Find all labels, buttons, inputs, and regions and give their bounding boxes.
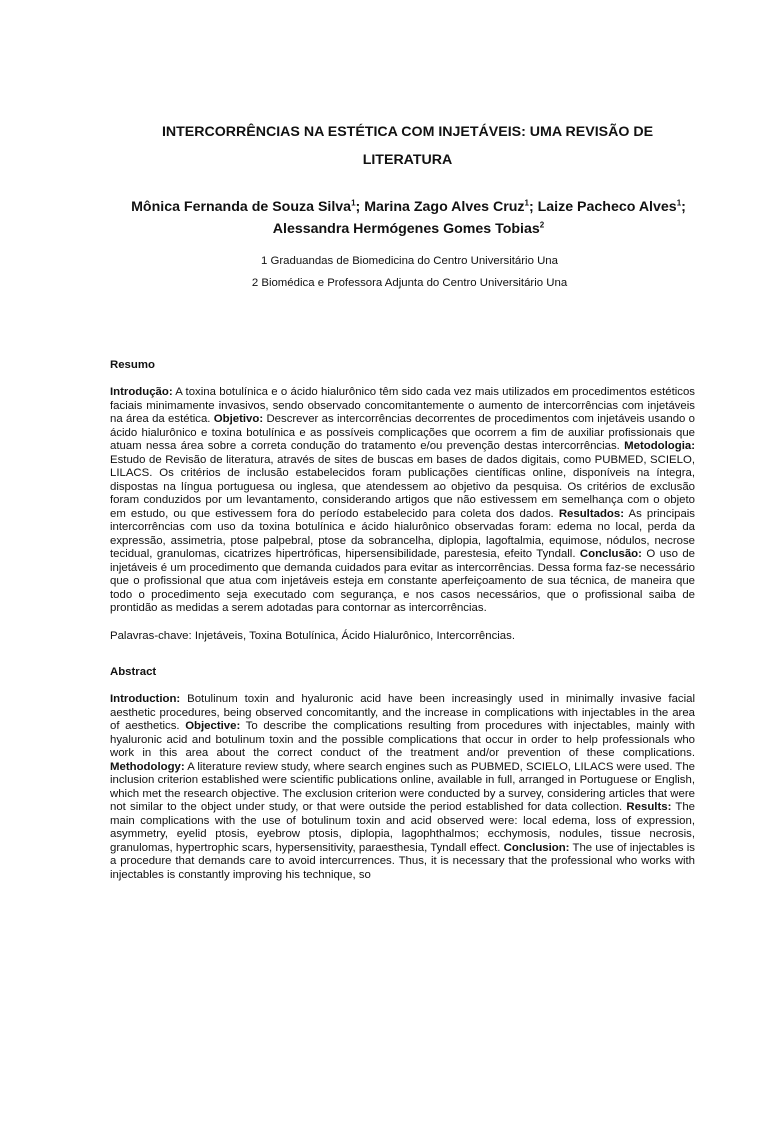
resumo-intro-text: A toxina botulínica e o ácido hialurônico têm sido cada vez mais utilizados em procedimentos estéticos faciais minimamente invasivos, sendo observado concomitantemente o aumento de intercorrências com injetáveis na área da estética. [110,386,695,425]
author-affiliation-marker: 1 [676,198,682,208]
resumo-conclusion-label: Conclusão: [579,548,642,560]
resumo-intro-label: Introdução: [110,386,173,398]
affiliation-1: 1 Graduandas de Biomedicina do Centro Universitário Una [261,255,558,267]
resumo-results-label: Resultados: [558,507,625,520]
author-affiliation-marker: 1 [351,198,356,208]
abstract-heading: Abstract [110,666,157,678]
abstract-conclusion-text: The use of injectables is a procedure that demands care to avoid intercurrences. Thus, it is necessary that the professional who works with injectables is constantly improving his technique, so [110,841,695,881]
author-name: ; Laize Pacheco Alves [528,199,677,215]
resumo-objective-label: Objetivo: [213,413,264,425]
abstract-intro-label: Introduction: [110,693,181,705]
resumo-methodology-label: Metodologia: [624,440,695,452]
author-name: ; Alessandra Hermógenes Gomes Tobias [272,199,686,237]
resumo-results-text: As principais intercorrências com uso da toxina botulínica e ácido hialurônico observadas foram: edema no local, perda da expressão, assimetria, ptose palpebral, ptose da sobrancelha, diplopia, lagoftalmia, equimose, nódulos, necrose tecidual, granulomas, cicatrizes hipertróficas, hipersensibilidade, parestesia, efeito Tyndall. [110,507,695,560]
abstract-objective-text: To describe the complications resulting from procedures with injectables, mainly with hyaluronic acid and botulinum toxin and the possible complications that occur in order to help professionals who work in this area about the correct conduct of the treatment and/or prevention of these complications. [110,720,696,759]
keywords: Palavras-chave: Injetáveis, Toxina Botulínica, Ácido Hialurônico, Intercorrências. [110,629,515,642]
abstract-results-text: The main complications with the use of botulinum toxin and acid observed were: local edema, loss of expression, asymmetry, eyelid ptosis, eyebrow ptosis, diplopia, lagophthalmos; ecchymosis, nodules, tissue necrosis, granulomas, hypertrophic scars, hypersensitivity, paraesthesia, Tyndall effect. [110,801,696,854]
author-list [110,196,695,240]
paper-title: INTERCORRÊNCIAS NA ESTÉTICA COM INJETÁVEIS: UMA REVISÃO DE LITERATURA [161,124,654,168]
abstract-intro-text: Botulinum toxin and hyaluronic acid have been increasingly used in minimally invasive facial aesthetic procedures, being observed concomitantly, and the increase in complications with injectables in the area of aesthetics. [110,693,695,732]
affiliation-2: 2 Biomédica e Professora Adjunta do Centro Universitário Una [251,277,568,289]
abstract-methodology-label: Methodology: [110,760,185,773]
abstract-results-label: Results: [626,801,672,813]
abstract-methodology-text: A literature review study, where search engines such as PUBMED, SCIELO, LILACS were used. The inclusion criterion established were scientific publications online, available in full, arranged in Portuguese or English, which met the research objective. The exclusion criterion were conducted by a survey, considering articles that were not similar to the object under study, or that were outside the period established for data collection. [110,760,695,813]
abstract-objective-label: Objective: [185,720,241,732]
author-affiliation-marker: 2 [539,220,545,230]
document-page [0,118,768,1142]
author-affiliation-marker: 1 [524,198,529,208]
resumo-methodology-text: Estudo de Revisão de literatura, através de sites de buscas em bases de dados digitais, como PUBMED, SCIELO, LILACS. Os critérios de inclusão estabelecidos foram publicações científicas online, disponíveis na íntegra, dispostas na língua portuguesa ou inglesa, que atendessem ao objetivo da pesquisa. Os critérios de exclusão foram conduzidos por um levantamento, considerando artigos que não estivessem em semelhança com o objeto em estudo, ou que estivessem fora do período estabelecido para coleta dos dados. [110,453,695,520]
abstract-conclusion-label: Conclusion: [503,841,570,854]
resumo-objective-text: Descrever as intercorrências decorrentes de procedimentos com injetáveis usando o ácido hialurônico e toxina botulínica e as possíveis complicações que ocorrem a fim de auxiliar profissionais que atuam nessa área sobre a correta condução do tratamento e/ou prevenção destas intercorrências. [110,413,696,452]
author-name: ; Marina Zago Alves Cruz [355,199,525,215]
author-name: Mônica Fernanda de Souza Silva [131,199,352,215]
abstract-paragraph [110,693,695,882]
resumo-paragraph [110,386,695,616]
resumo-heading: Resumo [110,359,155,371]
resumo-conclusion-text: O uso de injetáveis é um procedimento que demanda cuidados para evitar as intercorrências. Dessa forma faz-se necessário que o profissional que atua com injetáveis esteja em constante aperfeiçoamento de sua técnica, de maneira que todo o procedimento seja executado com segurança, e nos casos necessários, que o profissional saiba de prontidão as medidas a serem adotadas para contornar as intercorrências. [110,548,696,614]
